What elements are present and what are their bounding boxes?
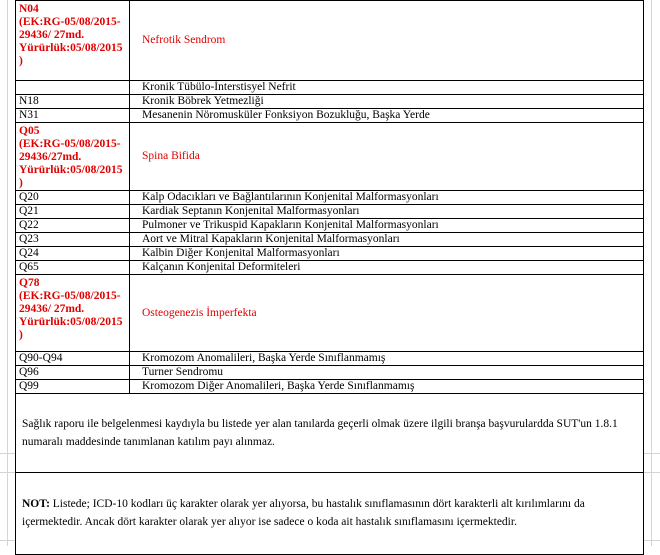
icd-code-table [15,0,644,555]
table-row [16,233,644,247]
diagnosis-cell: Aort ve Mitral Kapakların Konjenital Malformasyonları [130,233,644,247]
diagnosis-cell: Kromozom Anomalileri, Başka Yerde Sınıflanmamış [130,352,644,366]
diagnosis-cell: Kalçanın Konjenital Deformiteleri [130,261,644,275]
icd-code-cell: Q90-Q94 [16,352,130,366]
icd-code-cell: N04 (EK:RG-05/08/2015- 29436/ 27md. Yürürlük:05/08/2015 ) [16,1,130,81]
table-row [16,81,644,95]
icd-code-cell: Q22 [16,219,130,233]
table-row [16,380,644,394]
icd-code-cell: Q21 [16,205,130,219]
table-row [16,247,644,261]
icd-code-cell: Q99 [16,380,130,394]
diagnosis-cell: Turner Sendromu [130,366,644,380]
icd-code-cell: Q20 [16,191,130,205]
table-row [16,123,644,191]
note-text: Listede; ICD-10 kodları üç karakter olarak yer alıyorsa, bu hastalık sınıflamasının dört karakterli alt kırılımlarını da içermektedir. Ancak dört karakter olarak yer alıyor ise sadece o koda ait hastalık sınıflamasını içermektedir. [22,498,585,528]
diagnosis-cell: Kronik Tübülo-İnterstisyel Nefrit [130,81,644,95]
icd-code-cell: Q23 [16,233,130,247]
participation-fee-note: Sağlık raporu ile belgelenmesi kaydıyla bu listede yer alan tanılarda geçerli olmak üzere ilgili branşa başvurulardda SUT'un 1.8.1 numaralı maddesinde tanımlanan katılım payı alınmaz. [16,394,644,473]
diagnosis-cell: Kronik Böbrek Yetmezliği [130,95,644,109]
icd-code-cell: Q65 [16,261,130,275]
diagnosis-cell: Kromozom Diğer Anomalileri, Başka Yerde Sınıflanmamış [130,380,644,394]
icd-code-cell: N31 [16,109,130,123]
table-row [16,95,644,109]
icd-code-cell: Q24 [16,247,130,261]
diagnosis-cell: Mesanenin Nöromusküler Fonksiyon Bozukluğu, Başka Yerde [130,109,644,123]
table-row [16,275,644,352]
table-row [16,219,644,233]
note-label: NOT: [22,498,50,510]
diagnosis-cell: Kalbin Diğer Konjenital Malformasyonları [130,247,644,261]
table-row [16,261,644,275]
table-row [16,366,644,380]
diagnosis-cell: Kardiak Septanın Konjenital Malformasyonları [130,205,644,219]
diagnosis-cell: Spina Bifida [130,123,644,191]
icd-code-note [16,473,644,555]
diagnosis-cell: Nefrotik Sendrom [130,1,644,81]
table-row [16,109,644,123]
table-row [16,352,644,366]
table-row [16,205,644,219]
icd-code-cell [16,81,130,95]
table-row [16,1,644,81]
icd-code-cell: N18 [16,95,130,109]
icd-code-cell: Q78 (EK:RG-05/08/2015- 29436/ 27md. Yürürlük:05/08/2015 ) [16,275,130,352]
diagnosis-cell: Kalp Odacıkları ve Bağlantılarının Konjenital Malformasyonları [130,191,644,205]
table-row [16,191,644,205]
diagnosis-cell: Pulmoner ve Trikuspid Kapakların Konjenital Malformasyonları [130,219,644,233]
gridline [7,0,8,546]
gridline [651,0,652,546]
diagnosis-cell: Osteogenezis İmperfekta [130,275,644,352]
icd-code-cell: Q96 [16,366,130,380]
icd-code-cell: Q05 (EK:RG-05/08/2015- 29436/27md. Yürürlük:05/08/2015 ) [16,123,130,191]
